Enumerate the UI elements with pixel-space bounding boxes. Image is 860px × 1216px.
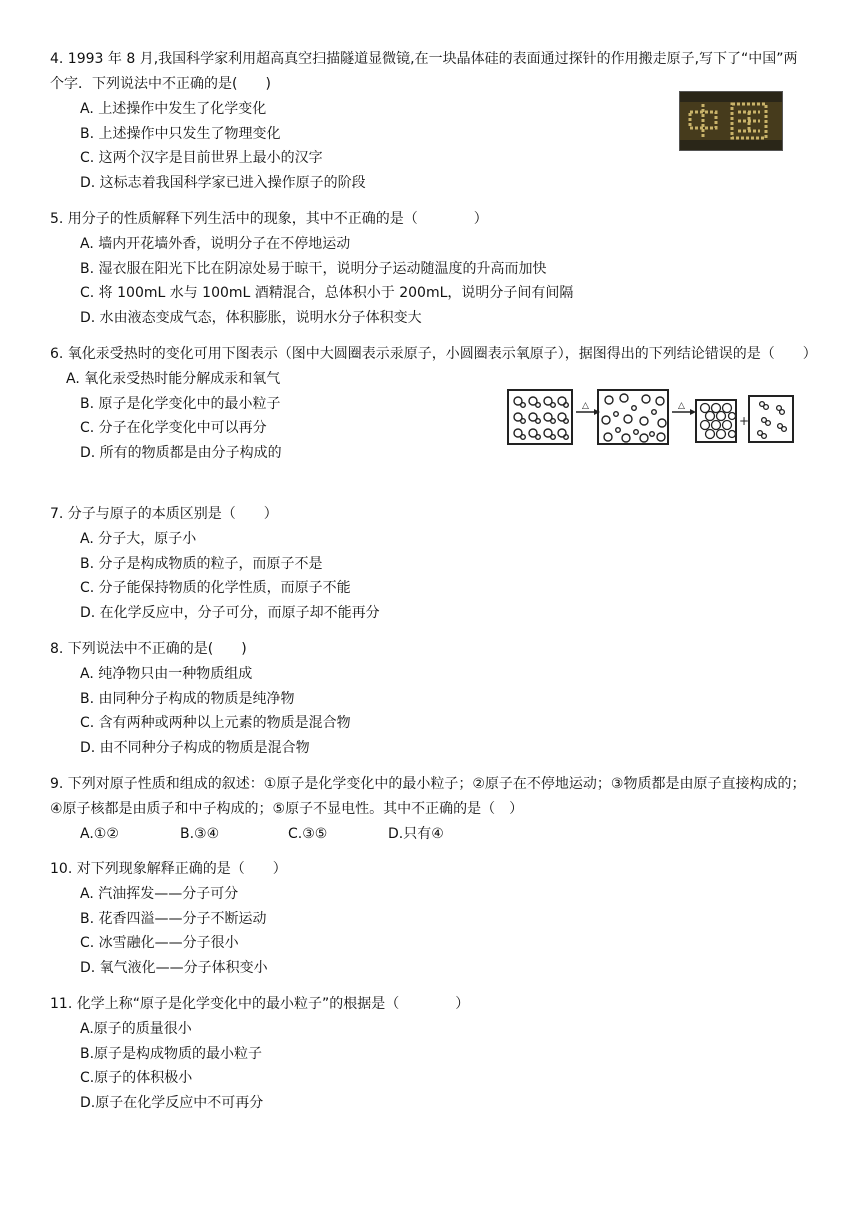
option-d: D.原子在化学反应中不可再分 — [80, 1094, 264, 1111]
stm-zhongguo-image — [679, 91, 783, 151]
option-b: B.③④ — [180, 826, 220, 842]
question-stem: 8. 下列说法中不正确的是( ) — [50, 641, 247, 657]
question-stem: 6. 氧化汞受热时的变化可用下图表示（图中大圆圈表示汞原子，小圆圈表示氧原子），据图得出的下列结论错误的是（ ） — [50, 346, 817, 362]
option-d: D. 水由液态变成气态，体积膨胀，说明水分子体积变大 — [80, 309, 422, 326]
options-row — [80, 822, 810, 847]
option-a: A.①② — [80, 826, 119, 842]
option-d: D.只有④ — [388, 826, 444, 842]
option-a: A. 氧化汞受热时能分解成汞和氧气 — [66, 371, 281, 387]
option-d: D. 由不同种分子构成的物质是混合物 — [80, 739, 310, 756]
decomposition-diagram-icon — [506, 388, 796, 448]
question-stem: 5. 用分子的性质解释下列生活中的现象，其中不正确的是（ ） — [50, 211, 488, 227]
question-5 — [50, 207, 810, 330]
option-b: B. 花香四溢——分子不断运动 — [80, 910, 267, 927]
question-stem: 7. 分子与原子的本质区别是（ ） — [50, 506, 278, 522]
option-d: D. 所有的物质都是由分子构成的 — [80, 444, 282, 461]
mercury-oxide-decomposition-diagram — [506, 388, 796, 448]
option-d: D. 在化学反应中，分子可分，而原子却不能再分 — [80, 604, 380, 621]
option-c: C. 将 100mL 水与 100mL 酒精混合，总体积小于 200mL，说明分子间有间隔 — [80, 285, 574, 302]
option-b: B.原子是构成物质的最小粒子 — [80, 1045, 263, 1062]
option-b: B. 湿衣服在阳光下比在阴凉处易于晾干，说明分子运动随温度的升高而加快 — [80, 260, 547, 277]
plus-sign: + — [739, 414, 750, 428]
question-stem: 11. 化学上称“原子是化学变化中的最小粒子”的根据是（ ） — [50, 996, 470, 1012]
option-c: C. 冰雪融化——分子很小 — [80, 935, 239, 952]
option-c: C. 分子在化学变化中可以再分 — [80, 420, 267, 437]
option-c: C.原子的体积极小 — [80, 1070, 193, 1087]
option-d: D. 氧气液化——分子体积变小 — [80, 959, 268, 976]
question-9 — [50, 772, 810, 847]
heat-symbol: △ — [582, 401, 589, 411]
option-a: A. 分子大，原子小 — [80, 531, 197, 547]
question-stem: 10. 对下列现象解释正确的是（ ） — [50, 861, 287, 877]
question-7 — [50, 502, 810, 625]
option-c: C. 这两个汉字是目前世界上最小的汉字 — [80, 150, 323, 167]
option-b: B. 原子是化学变化中的最小粒子 — [80, 395, 281, 412]
option-b: B. 上述操作中只发生了物理变化 — [80, 125, 281, 142]
stm-zhongguo-characters-icon — [680, 92, 782, 150]
question-stem: 4. 1993 年 8 月,我国科学家利用超高真空扫描隧道显微镜,在一块晶体硅的表面通过探针的作用搬走原子,写下了“中国”两个字．下列说法中不正确的是( ) — [50, 51, 798, 92]
question-stem: 9. 下列对原子性质和组成的叙述：①原子是化学变化中的最小粒子；②原子在不停地运动；③物质都是由原子直接构成的；④原子核都是由质子和中子构成的；⑤原子不显电性。其中不正确的是（ ） — [50, 776, 806, 817]
option-c: C.③⑤ — [288, 826, 328, 842]
option-c: C. 分子能保持物质的化学性质，而原子不能 — [80, 580, 351, 597]
option-b: B. 由同种分子构成的物质是纯净物 — [80, 690, 295, 707]
question-10 — [50, 857, 810, 980]
option-a: A. 纯净物只由一种物质组成 — [80, 666, 253, 682]
option-a: A.原子的质量很小 — [80, 1021, 192, 1037]
question-8 — [50, 637, 810, 760]
heat-symbol: △ — [678, 401, 685, 411]
option-c: C. 含有两种或两种以上元素的物质是混合物 — [80, 715, 351, 732]
option-d: D. 这标志着我国科学家已进入操作原子的阶段 — [80, 174, 366, 191]
option-a: A. 墙内开花墙外香，说明分子在不停地运动 — [80, 236, 351, 252]
option-a: A. 汽油挥发——分子可分 — [80, 886, 239, 902]
option-b: B. 分子是构成物质的粒子，而原子不是 — [80, 555, 323, 572]
question-11 — [50, 992, 810, 1115]
option-a: A. 上述操作中发生了化学变化 — [80, 101, 267, 117]
